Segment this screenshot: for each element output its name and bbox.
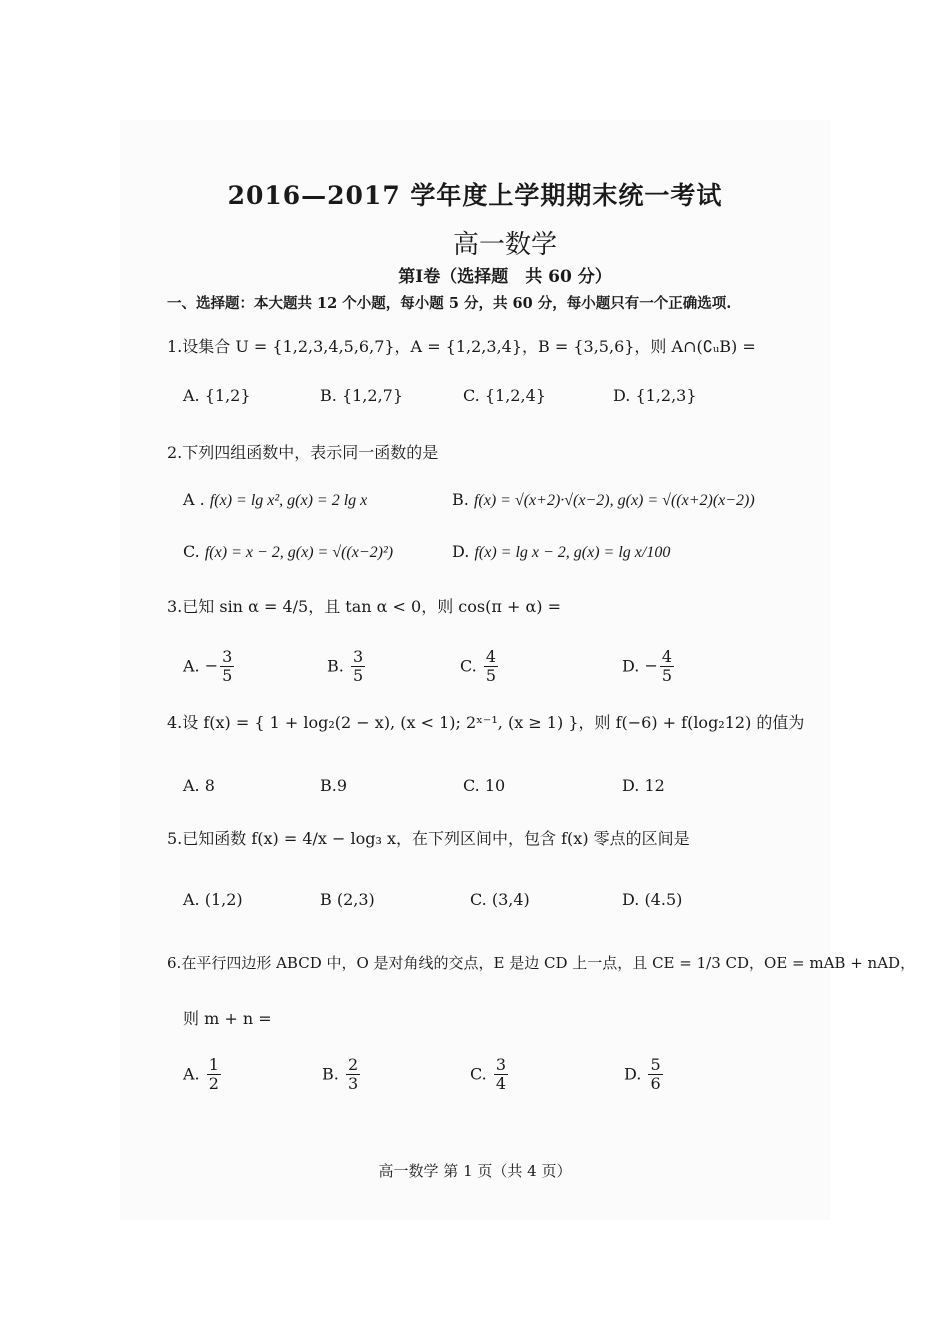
question-2-stem: 2.下列四组函数中，表示同一函数的是 [167, 443, 439, 462]
question-1-option-d: D. {1,2,3} [613, 386, 697, 405]
question-2-option-d: D. f(x) = lg x − 2, g(x) = lg x/100 [452, 542, 671, 561]
question-6-stem-continued: 则 m + n = [183, 1009, 272, 1028]
question-2-option-a: A . f(x) = lg x², g(x) = 2 lg x [183, 490, 368, 509]
question-4-option-a: A. 8 [183, 776, 215, 795]
question-6-option-c: C. $\frac{3}{4}$ [470, 1055, 507, 1094]
question-2-option-c: C. f(x) = x − 2, g(x) = √((x−2)²) [183, 542, 394, 561]
question-3-stem: 3.已知 sin α = 4/5，且 tan α < 0，则 cos(π + α) = [167, 597, 561, 616]
question-2-option-b: B. f(x) = √(x+2)·√(x−2), g(x) = √((x+2)(x−2)) [452, 490, 755, 509]
question-1-option-b: B. {1,2,7} [320, 386, 404, 405]
part-title: 第Ⅰ卷（选择题 共 60 分） [398, 267, 612, 287]
fraction: $\frac{1}{2}$ [208, 1055, 219, 1094]
question-4-option-b: B.9 [320, 776, 348, 795]
question-6-stem: 6.在平行四边形 ABCD 中，O 是对角线的交点，E 是边 CD 上一点，且 CE = 1/3 CD，OE = mAB + nAD， [167, 954, 916, 972]
page-footer: 高一数学 第 1 页（共 4 页） [378, 1162, 572, 1180]
question-4-option-d: D. 12 [622, 776, 665, 795]
fraction: $\frac{3}{4}$ [495, 1055, 507, 1094]
fraction: $\frac{4}{5}$ [661, 647, 673, 686]
fraction: $\frac{4}{5}$ [485, 647, 497, 686]
question-5-option-d: D. (4.5) [622, 890, 683, 909]
subject-title: 高一数学 [452, 230, 557, 260]
question-4-stem: 4.设 f(x) = { 1 + log₂(2 − x), (x < 1); 2ˣ⁻¹, (x ≥ 1) }，则 f(−6) + f(log₂12) 的值为 [167, 713, 805, 732]
question-3-option-a: A. − $\frac{3}{5}$ [183, 647, 233, 686]
question-6-option-b: B. $\frac{2}{3}$ [322, 1055, 359, 1094]
fraction: $\frac{3}{5}$ [222, 647, 233, 686]
question-5-option-a: A. (1,2) [183, 890, 243, 909]
question-6-option-a: A. $\frac{1}{2}$ [183, 1055, 219, 1094]
question-3-option-d: D. − $\frac{4}{5}$ [622, 647, 673, 686]
section-instruction: 一、选择题：本大题共 12 个小题，每小题 5 分，共 60 分，每小题只有一个正确选项. [167, 295, 732, 312]
question-5-option-b: B (2,3) [320, 890, 375, 909]
fraction: $\frac{3}{5}$ [352, 647, 364, 686]
question-4-option-c: C. 10 [463, 776, 506, 795]
fraction: $\frac{2}{3}$ [347, 1055, 359, 1094]
question-1-stem [167, 334, 756, 357]
question-3-option-b: B. $\frac{3}{5}$ [327, 647, 364, 686]
question-text: 设集合 U = {1,2,3,4,5,6,7}，A = {1,2,3,4}，B = {3,5,6}，则 A∩(∁ᵤB) = [182, 337, 756, 356]
question-1-option-a: A. {1,2} [183, 386, 251, 405]
question-number: 1. [167, 337, 183, 356]
question-5-stem: 5.已知函数 f(x) = 4/x − log₃ x，在下列区间中，包含 f(x) 零点的区间是 [167, 829, 690, 848]
question-1-option-c: C. {1,2,4} [463, 386, 546, 405]
question-5-option-c: C. (3,4) [470, 890, 530, 909]
question-3-option-c: C. $\frac{4}{5}$ [460, 647, 497, 686]
exam-title: 2016—2017 学年度上学期期末统一考试 [227, 181, 723, 210]
question-6-option-d: D. $\frac{5}{6}$ [624, 1055, 661, 1094]
fraction: $\frac{5}{6}$ [650, 1055, 661, 1094]
